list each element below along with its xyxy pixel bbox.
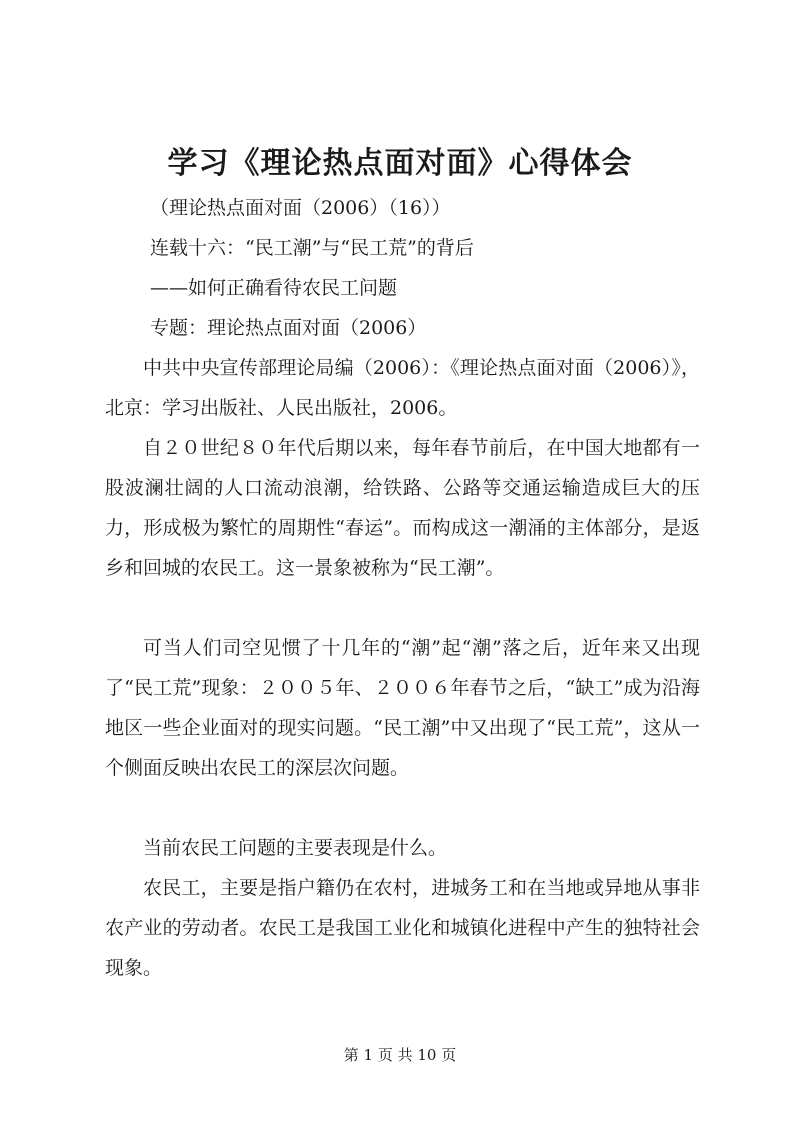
page-footer: 第 1 页 共 10 页	[343, 1046, 457, 1064]
citation-paragraph: 中共中央宣传部理论局编（2006）：《理论热点面对面（2006）》，北京：学习出版社、人民出版社，2006。	[105, 357, 700, 419]
body-paragraph-2: 可当人们司空见惯了十几年的“潮”起“潮”落之后，近年来又出现了“民工荒”现象：２００５年、２００６年春节之后，“缺工”成为沿海地区一些企业面对的现实问题。“民工潮”中又出现了“民工荒”，这从一个侧面反映出农民工的深层次问题。	[105, 637, 700, 779]
body-paragraph-1: 自２０世纪８０年代后期以来，每年春节前后，在中国大地都有一股波澜壮阔的人口流动浪潮，给铁路、公路等交通运输造成巨大的压力，形成极为繁忙的周期性“春运”。而构成这一潮涌的主体部分，是返乡和回城的农民工。这一景象被称为“民工潮”。	[105, 437, 700, 579]
subtitle: （理论热点面对面（2006）（16））	[150, 197, 451, 219]
body-paragraph-4: 农民工，主要是指户籍仍在农村，进城务工和在当地或异地从事非农产业的劳动者。农民工是我国工业化和城镇化进程中产生的独特社会现象。	[105, 877, 700, 979]
topic-line: 专题：理论热点面对面（2006）	[150, 317, 427, 339]
document-title: 学习《理论热点面对面》心得体会	[167, 146, 633, 181]
question-line: ——如何正确看待农民工问题	[150, 277, 398, 299]
series-line: 连载十六：“民工潮”与“民工荒”的背后	[150, 237, 474, 259]
body-paragraph-3: 当前农民工问题的主要表现是什么。	[143, 837, 448, 859]
